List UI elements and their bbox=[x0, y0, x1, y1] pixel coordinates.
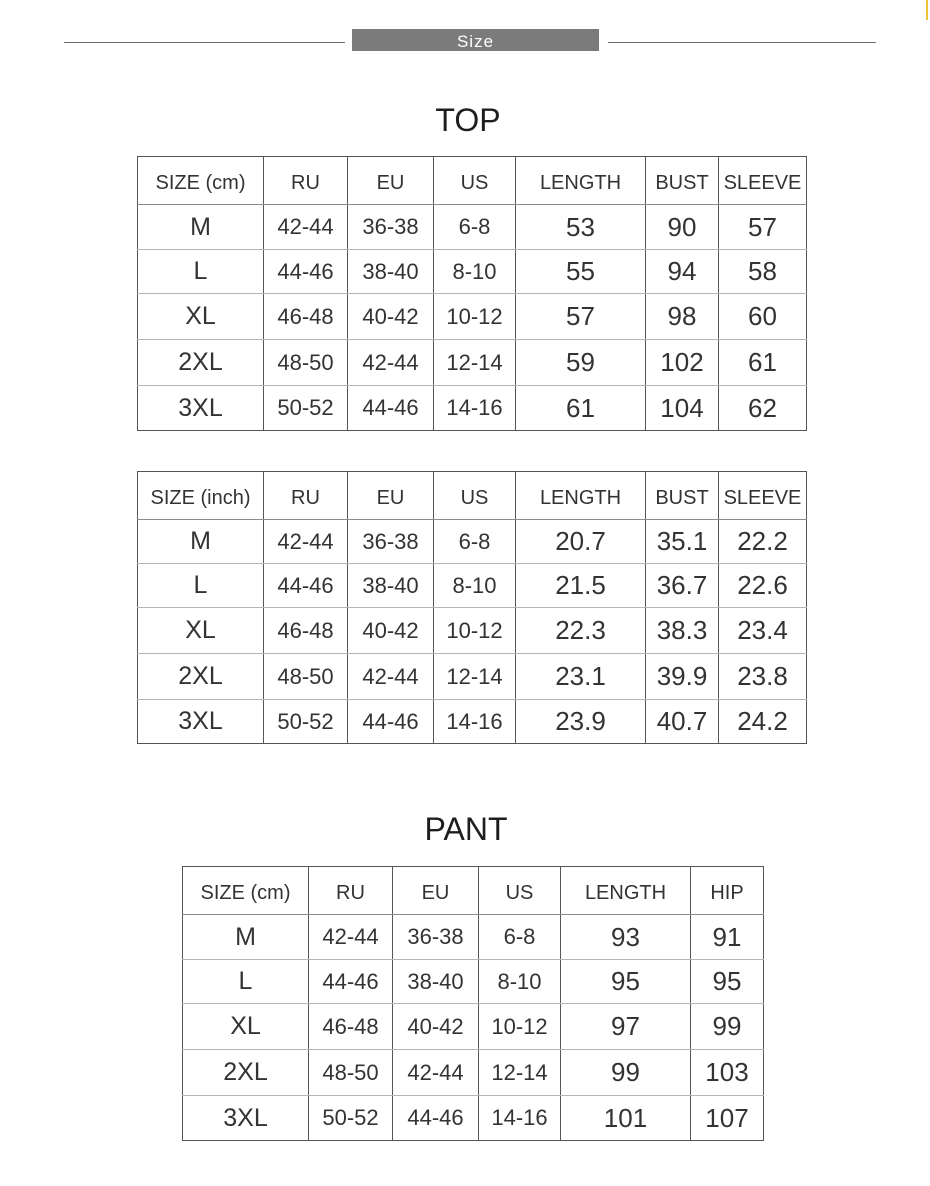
table-cell: 42-44 bbox=[264, 520, 348, 564]
table-cell: 10-12 bbox=[479, 1004, 561, 1050]
table-cell: 35.1 bbox=[646, 520, 719, 564]
table-cell: 23.9 bbox=[516, 700, 646, 744]
table-cell: 50-52 bbox=[264, 700, 348, 744]
table-cell: 104 bbox=[646, 386, 719, 431]
table-cell: 94 bbox=[646, 250, 719, 294]
table-cell: 61 bbox=[516, 386, 646, 431]
size-label-cell: M bbox=[138, 205, 264, 250]
table-cell: 40-42 bbox=[348, 608, 434, 654]
table-cell: 40-42 bbox=[348, 294, 434, 340]
table-row bbox=[138, 564, 807, 608]
table-row bbox=[138, 654, 807, 700]
table-cell: 48-50 bbox=[264, 654, 348, 700]
header-divider-left bbox=[64, 42, 345, 43]
table-cell: 23.4 bbox=[719, 608, 807, 654]
table-cell: 22.2 bbox=[719, 520, 807, 564]
table-cell: 48-50 bbox=[264, 340, 348, 386]
size-label-cell: XL bbox=[138, 608, 264, 654]
table-cell: 44-46 bbox=[264, 564, 348, 608]
table-cell: 36-38 bbox=[348, 520, 434, 564]
table-cell: 38-40 bbox=[393, 960, 479, 1004]
table-cell: 107 bbox=[691, 1096, 764, 1141]
table-cell: 21.5 bbox=[516, 564, 646, 608]
table-cell: 40.7 bbox=[646, 700, 719, 744]
table-cell: 60 bbox=[719, 294, 807, 340]
table-header-row bbox=[138, 472, 807, 520]
table-cell: 57 bbox=[719, 205, 807, 250]
column-header: RU bbox=[264, 472, 348, 520]
table-cell: 14-16 bbox=[434, 700, 516, 744]
table-cell: 98 bbox=[646, 294, 719, 340]
column-header: US bbox=[434, 157, 516, 205]
table-row bbox=[138, 386, 807, 431]
pant-size-table-cm bbox=[182, 866, 764, 1141]
table-cell: 44-46 bbox=[393, 1096, 479, 1141]
table-header-row bbox=[138, 157, 807, 205]
size-label-cell: 3XL bbox=[138, 700, 264, 744]
column-header: SIZE (inch) bbox=[138, 472, 264, 520]
table-cell: 42-44 bbox=[393, 1050, 479, 1096]
table-cell: 59 bbox=[516, 340, 646, 386]
table-cell: 102 bbox=[646, 340, 719, 386]
table-cell: 39.9 bbox=[646, 654, 719, 700]
table-row bbox=[138, 340, 807, 386]
table-cell: 44-46 bbox=[348, 386, 434, 431]
table-cell: 24.2 bbox=[719, 700, 807, 744]
pant-section-title: PANT bbox=[424, 811, 508, 847]
table-cell: 101 bbox=[561, 1096, 691, 1141]
size-label-cell: XL bbox=[183, 1004, 309, 1050]
table-cell: 46-48 bbox=[264, 608, 348, 654]
table-cell: 12-14 bbox=[434, 340, 516, 386]
table-cell: 50-52 bbox=[309, 1096, 393, 1141]
table-cell: 22.3 bbox=[516, 608, 646, 654]
size-label-cell: 3XL bbox=[138, 386, 264, 431]
top-size-table-cm bbox=[137, 156, 807, 431]
table-cell: 46-48 bbox=[264, 294, 348, 340]
table-cell: 40-42 bbox=[393, 1004, 479, 1050]
table-cell: 44-46 bbox=[348, 700, 434, 744]
table-cell: 97 bbox=[561, 1004, 691, 1050]
table-cell: 36.7 bbox=[646, 564, 719, 608]
table-cell: 23.8 bbox=[719, 654, 807, 700]
table-cell: 8-10 bbox=[479, 960, 561, 1004]
column-header: BUST bbox=[646, 157, 719, 205]
table-cell: 6-8 bbox=[434, 520, 516, 564]
column-header: EU bbox=[348, 157, 434, 205]
table-row bbox=[183, 960, 764, 1004]
corner-accent-mark bbox=[926, 0, 928, 20]
table-cell: 91 bbox=[691, 915, 764, 960]
table-row bbox=[138, 520, 807, 564]
table-cell: 14-16 bbox=[479, 1096, 561, 1141]
table-cell: 38-40 bbox=[348, 564, 434, 608]
table-cell: 6-8 bbox=[479, 915, 561, 960]
table-cell: 42-44 bbox=[264, 205, 348, 250]
table-cell: 44-46 bbox=[264, 250, 348, 294]
table-cell: 90 bbox=[646, 205, 719, 250]
size-label-cell: L bbox=[183, 960, 309, 1004]
column-header: LENGTH bbox=[516, 157, 646, 205]
top-size-table-inch bbox=[137, 471, 807, 744]
size-label-cell: M bbox=[183, 915, 309, 960]
column-header: BUST bbox=[646, 472, 719, 520]
size-label-cell: L bbox=[138, 250, 264, 294]
table-row bbox=[183, 1096, 764, 1141]
table-row bbox=[183, 1050, 764, 1096]
column-header: US bbox=[434, 472, 516, 520]
table-row bbox=[138, 700, 807, 744]
table-cell: 36-38 bbox=[348, 205, 434, 250]
table-cell: 53 bbox=[516, 205, 646, 250]
table-cell: 12-14 bbox=[434, 654, 516, 700]
table-cell: 58 bbox=[719, 250, 807, 294]
table-cell: 10-12 bbox=[434, 294, 516, 340]
table-row bbox=[183, 915, 764, 960]
table-cell: 103 bbox=[691, 1050, 764, 1096]
top-section-title: TOP bbox=[435, 102, 501, 138]
table-cell: 6-8 bbox=[434, 205, 516, 250]
table-cell: 99 bbox=[691, 1004, 764, 1050]
column-header: SLEEVE bbox=[719, 472, 807, 520]
column-header: US bbox=[479, 867, 561, 915]
column-header: RU bbox=[309, 867, 393, 915]
column-header: LENGTH bbox=[516, 472, 646, 520]
table-cell: 44-46 bbox=[309, 960, 393, 1004]
table-cell: 93 bbox=[561, 915, 691, 960]
table-cell: 8-10 bbox=[434, 564, 516, 608]
size-banner: Size bbox=[352, 29, 599, 51]
table-cell: 8-10 bbox=[434, 250, 516, 294]
column-header: SLEEVE bbox=[719, 157, 807, 205]
size-label-cell: L bbox=[138, 564, 264, 608]
size-label-cell: XL bbox=[138, 294, 264, 340]
table-cell: 42-44 bbox=[309, 915, 393, 960]
table-cell: 36-38 bbox=[393, 915, 479, 960]
table-cell: 20.7 bbox=[516, 520, 646, 564]
table-cell: 38-40 bbox=[348, 250, 434, 294]
size-label-cell: M bbox=[138, 520, 264, 564]
table-cell: 12-14 bbox=[479, 1050, 561, 1096]
table-cell: 23.1 bbox=[516, 654, 646, 700]
table-cell: 55 bbox=[516, 250, 646, 294]
size-label-cell: 2XL bbox=[138, 654, 264, 700]
table-cell: 22.6 bbox=[719, 564, 807, 608]
table-row bbox=[138, 205, 807, 250]
header-divider-right bbox=[608, 42, 876, 43]
table-cell: 46-48 bbox=[309, 1004, 393, 1050]
table-cell: 50-52 bbox=[264, 386, 348, 431]
column-header: EU bbox=[348, 472, 434, 520]
column-header: EU bbox=[393, 867, 479, 915]
table-cell: 38.3 bbox=[646, 608, 719, 654]
table-cell: 48-50 bbox=[309, 1050, 393, 1096]
column-header: RU bbox=[264, 157, 348, 205]
table-header-row bbox=[183, 867, 764, 915]
column-header: HIP bbox=[691, 867, 764, 915]
size-label-cell: 2XL bbox=[138, 340, 264, 386]
size-label-cell: 2XL bbox=[183, 1050, 309, 1096]
table-cell: 57 bbox=[516, 294, 646, 340]
table-row bbox=[138, 250, 807, 294]
table-row bbox=[138, 294, 807, 340]
size-label-cell: 3XL bbox=[183, 1096, 309, 1141]
table-cell: 61 bbox=[719, 340, 807, 386]
table-cell: 42-44 bbox=[348, 654, 434, 700]
table-cell: 14-16 bbox=[434, 386, 516, 431]
table-cell: 99 bbox=[561, 1050, 691, 1096]
table-cell: 10-12 bbox=[434, 608, 516, 654]
table-row bbox=[138, 608, 807, 654]
column-header: LENGTH bbox=[561, 867, 691, 915]
table-cell: 95 bbox=[691, 960, 764, 1004]
column-header: SIZE (cm) bbox=[183, 867, 309, 915]
table-cell: 95 bbox=[561, 960, 691, 1004]
table-cell: 42-44 bbox=[348, 340, 434, 386]
table-cell: 62 bbox=[719, 386, 807, 431]
table-row bbox=[183, 1004, 764, 1050]
column-header: SIZE (cm) bbox=[138, 157, 264, 205]
